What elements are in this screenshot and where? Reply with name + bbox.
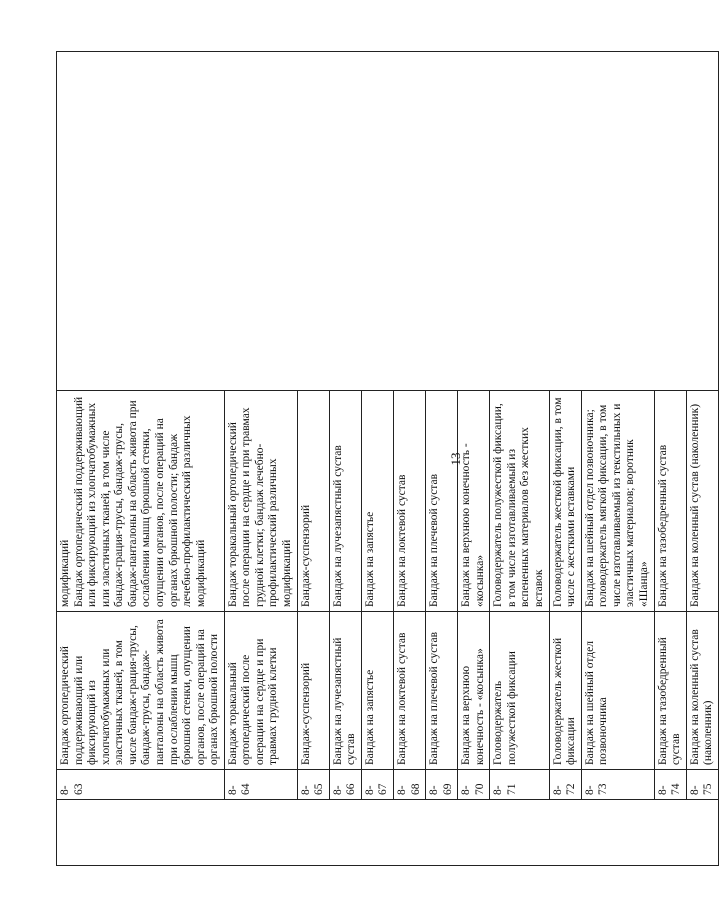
row-name: Бандаж торакальный ортопедический после операции на сердце и при травмах грудной клетки — [224, 612, 297, 770]
row-name: Бандаж на шейный отдел позвоночника — [581, 612, 654, 770]
row-name: Бандаж на тазобедренный сустав — [654, 612, 686, 770]
row-description: Бандаж торакальный ортопедический после операции на сердце и при травмах грудной клетки; бандаж лечебно-профилактический различных модификаций — [224, 391, 297, 612]
table-row — [57, 52, 225, 866]
row-name: Бандаж-суспензорий — [297, 612, 329, 770]
page-number: 13 — [448, 452, 463, 466]
row-code: 8-68 — [393, 770, 425, 800]
row-description: Бандаж на лучезапястный сустав — [329, 391, 361, 612]
row-code: 8-73 — [581, 770, 654, 800]
row-code: 8-69 — [426, 770, 458, 800]
row-description: Головодержатель полужесткой фиксации, в том числе изготавливаемый из вспененных материалов без жестких вставок — [490, 391, 549, 612]
row-code: 8-74 — [654, 770, 686, 800]
row-description-text: Бандаж ортопедический поддерживающий или фиксирующий из хлопчатобумажных или эластичных тканей, в том числе бандаж-грация-трусы, бандаж-трусы, бандаж-панталоны на область живота при ослаблении мышц брюшной стенки, опущении органов, после операций на органах брюшной полости; бандаж лечебно-профилактический различных модификаций — [72, 396, 207, 607]
row-code: 8-67 — [361, 770, 393, 800]
row-code: 8-64 — [224, 770, 297, 800]
row-code: 8-70 — [458, 770, 490, 800]
row-name: Головодержатель полужесткой фиксации — [490, 612, 549, 770]
left-margin-cell — [57, 800, 719, 866]
row-name: Бандаж на запястье — [361, 612, 393, 770]
row-name: Бандаж на коленный сустав (наколенник) — [686, 612, 718, 770]
right-margin-cell — [57, 52, 719, 391]
device-table — [56, 51, 719, 866]
row-code: 8-66 — [329, 770, 361, 800]
row-name: Головодержатель жесткой фиксации — [549, 612, 581, 770]
rotated-page — [56, 52, 715, 866]
row-description: Бандаж-суспензорий — [297, 391, 329, 612]
row-description — [57, 391, 225, 612]
row-code: 8-65 — [297, 770, 329, 800]
row-name: Бандаж на лучезапястный сустав — [329, 612, 361, 770]
header-continuation: модификаций — [59, 539, 71, 607]
row-name: Бандаж на верхнюю конечность - «косынка» — [458, 612, 490, 770]
row-description: Бандаж на плечевой сустав — [426, 391, 458, 612]
row-description: Бандаж на верхнюю конечность - «косынка» — [458, 391, 490, 612]
row-description: Бандаж на шейный отдел позвоночника; головодержатель мягкой фиксации, в том числе изготавливаемый из текстильных и эластичных материалов; воротник «Шанца» — [581, 391, 654, 612]
row-code: 8-75 — [686, 770, 718, 800]
row-description: Бандаж на тазобедренный сустав — [654, 391, 686, 612]
row-code: 8-63 — [57, 770, 225, 800]
row-name: Бандаж на локтевой сустав — [393, 612, 425, 770]
row-description: Головодержатель жесткой фиксации, в том числе с жесткими вставками — [549, 391, 581, 612]
row-code: 8-72 — [549, 770, 581, 800]
row-description: Бандаж на коленный сустав (наколенник) — [686, 391, 718, 612]
row-code: 8-71 — [490, 770, 549, 800]
row-description: Бандаж на запястье — [361, 391, 393, 612]
row-name: Бандаж ортопедический поддерживающий или фиксирующий из хлопчатобумажных или эластичных тканей, в том числе бандаж-грация-трусы, бандаж-трусы, бандаж-панталоны на область живота при ослаблении мышц брюшной стенки, опущении органов, после операций на органах брюшной полости — [57, 612, 225, 770]
row-description: Бандаж на локтевой сустав — [393, 391, 425, 612]
row-name: Бандаж на плечевой сустав — [426, 612, 458, 770]
